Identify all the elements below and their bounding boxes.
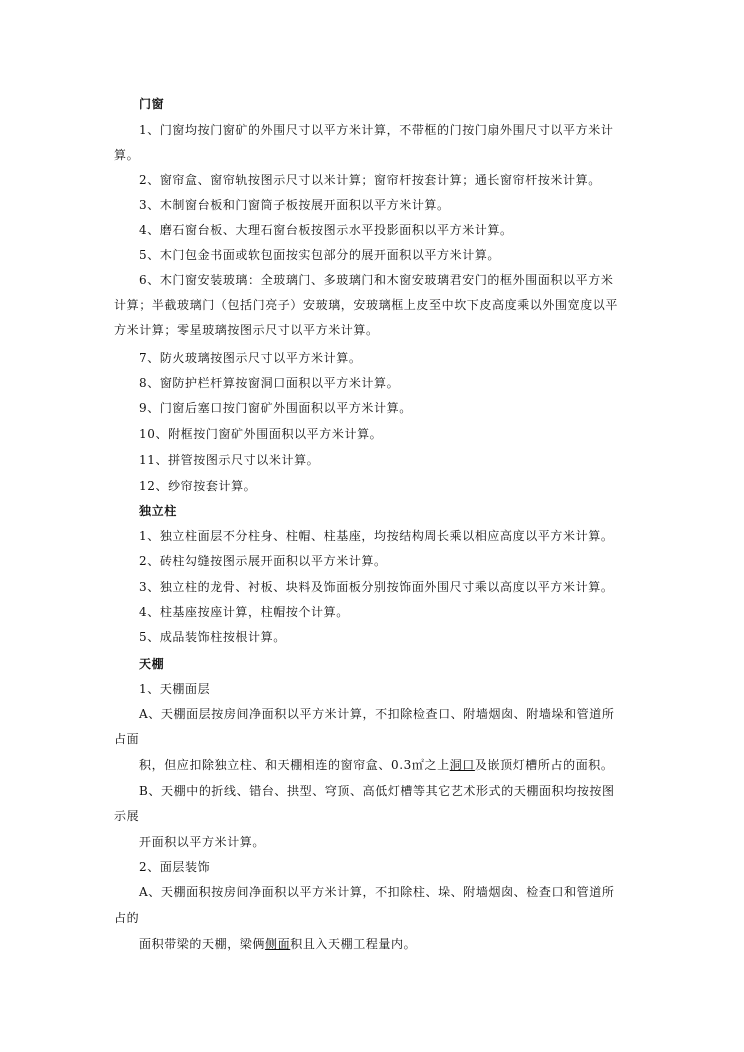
ceiling-line-11-text: 面积带梁的天棚，梁俩 — [139, 937, 266, 951]
ceiling-line-9: A、天棚面积按房间净面积以平方米计算，不扣除柱、垛、附墙烟囱、检查口和管道所 — [139, 885, 615, 899]
doors-line-5: 4、磨石窗台板、大理石窗台板按图示水平投影面积以平方米计算。 — [139, 223, 513, 237]
doors-line-3: 2、窗帘盒、窗帘轨按图示尺寸以米计算；窗帘杆按套计算；通长窗帘杆按米计算。 — [139, 173, 601, 187]
ceiling-line-1: 1、天棚面层 — [139, 682, 211, 696]
section-title-doors: 门窗 — [139, 97, 165, 111]
ceiling-line-4-tail: 及嵌顶灯槽所占的面积。 — [474, 758, 614, 772]
columns-line-1: 1、独立柱面层不分柱身、柱帽、柱基座，均按结构周长乘以相应高度以平方米计算。 — [139, 529, 614, 543]
doors-line-13: 10、附框按门窗矿外围面积以平方米计算。 — [139, 427, 383, 441]
doors-line-9: 方米计算；零星玻璃按图示尺寸以平方米计算。 — [114, 323, 379, 337]
ceiling-line-4-text: 积，但应扣除独立柱、和天棚相连的窗帘盒、0.3㎡之上 — [139, 758, 450, 772]
ceiling-line-10: 占的 — [114, 911, 140, 925]
ceiling-line-5: B、天棚中的折线、错台、拱型、穹顶、高低灯槽等其它艺术形式的天棚面积均按按图 — [139, 784, 615, 798]
ceiling-line-7: 开面积以平方米计算。 — [139, 835, 266, 849]
columns-line-2: 2、砖柱勾缝按图示展开面积以平方米计算。 — [139, 554, 387, 568]
doors-line-11: 8、窗防护栏杆算按窗洞口面积以平方米计算。 — [139, 376, 400, 390]
ceiling-line-8: 2、面层装饰 — [139, 860, 211, 874]
doors-line-6: 5、木门包金书面或软包面按实包部分的展开面积以平方米计算。 — [139, 248, 501, 262]
ceiling-line-11 — [139, 936, 416, 952]
ceiling-line-11-underlined: 侧面 — [265, 937, 291, 951]
ceiling-line-6: 示展 — [114, 809, 140, 823]
doors-line-12: 9、门窗后塞口按门窗矿外围面积以平方米计算。 — [139, 401, 412, 415]
doors-line-2: 算。 — [114, 148, 140, 162]
ceiling-line-2: A、天棚面层按房间净面积以平方米计算，不扣除检查口、附墙烟囱、附墙垛和管道所 — [139, 707, 615, 721]
columns-line-5: 5、成品装饰柱按根计算。 — [139, 630, 286, 644]
columns-line-3: 3、独立柱的龙骨、衬板、块料及饰面板分别按饰面外围尺寸乘以高度以平方米计算。 — [139, 580, 614, 594]
ceiling-line-4 — [139, 757, 614, 773]
section-title-columns: 独立柱 — [139, 504, 177, 518]
columns-line-4: 4、柱基座按座计算，柱帽按个计算。 — [139, 605, 349, 619]
ceiling-line-3: 占面 — [114, 732, 140, 746]
doors-line-4: 3、木制窗台板和门窗筒子板按展开面积以平方米计算。 — [139, 198, 450, 212]
doors-line-8: 计算；半截玻璃门（包括门亮子）安玻璃，安玻璃框上皮至中坎下皮高度乘以外围宽度以平 — [114, 298, 619, 312]
section-title-ceiling: 天棚 — [139, 657, 165, 671]
doors-line-1: 1、门窗均按门窗矿的外围尺寸以平方米计算，不带框的门按门扇外围尺寸以平方米计 — [139, 123, 614, 137]
ceiling-line-11-tail: 积且入天棚工程量内。 — [290, 937, 417, 951]
doors-line-10: 7、防火玻璃按图示尺寸以平方米计算。 — [139, 351, 362, 365]
ceiling-line-4-underlined: 洞口 — [449, 758, 475, 772]
doors-line-15: 12、纱帘按套计算。 — [139, 479, 257, 493]
doors-line-7: 6、木门窗安装玻璃：全玻璃门、多玻璃门和木窗安玻璃君安门的框外围面积以平方米 — [139, 273, 614, 287]
doors-line-14: 11、拼管按图示尺寸以米计算。 — [139, 453, 320, 467]
